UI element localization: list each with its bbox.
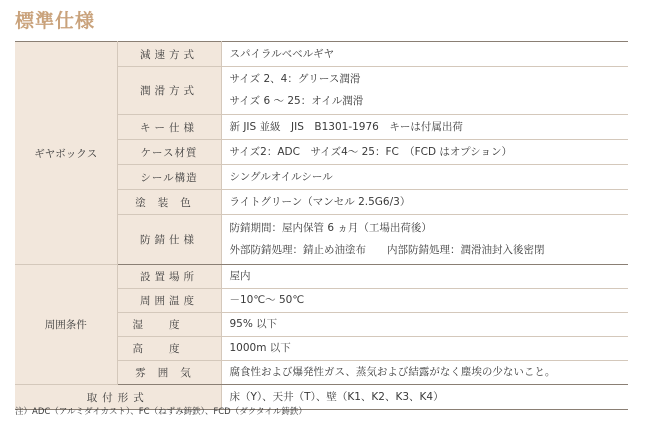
table-row (15, 42, 628, 67)
row-label: 雰囲気 (117, 361, 221, 385)
row-label: ケース材質 (117, 140, 221, 165)
row-label: 周囲温度 (117, 289, 221, 313)
row-value: 屋内 (221, 265, 628, 289)
row-label: 塗装色 (117, 190, 221, 215)
group-label-environment: 周囲条件 (15, 265, 117, 385)
row-value: スパイラルベベルギヤ (221, 42, 628, 67)
row-label: 高度 (117, 337, 221, 361)
row-label: 潤滑方式 (117, 67, 221, 115)
row-value: シングルオイルシール (221, 165, 628, 190)
row-label: 設置場所 (117, 265, 221, 289)
row-label: 湿度 (117, 313, 221, 337)
row-value: 防錆期間：屋内保管 6 ヵ月（工場出荷後） 外部防錆処理：錆止め油塗布 内部防錆処理：潤滑油封入後密閉 (221, 215, 628, 265)
row-label: 防錆仕様 (117, 215, 221, 265)
row-label: シール構造 (117, 165, 221, 190)
row-value: 95% 以下 (221, 313, 628, 337)
row-value: 1000m 以下 (221, 337, 628, 361)
mounting-label: 取付形式 (15, 385, 221, 410)
row-value: 腐食性および爆発性ガス、蒸気および結露がなく塵埃の少ないこと。 (221, 361, 628, 385)
mounting-value: 床（Y）、天井（T）、壁（K1、K2、K3、K4） (221, 385, 628, 410)
row-value: サイズ 2、4：グリース潤滑 サイズ 6 ～ 25：オイル潤滑 (221, 67, 628, 115)
page-title: 標準仕様 (15, 10, 96, 32)
table-row (15, 265, 628, 289)
row-label: 減速方式 (117, 42, 221, 67)
footnote: 注）ADC（アルミダイカスト）、FC（ねずみ鋳鉄）、FCD（ダクタイル鋳鉄） (15, 407, 307, 417)
row-value: 新 JIS 並級 JIS B1301-1976 キーは付属出荷 (221, 115, 628, 140)
row-label: キー仕様 (117, 115, 221, 140)
row-value: ライトグリーン（マンセル 2.5G6/3） (221, 190, 628, 215)
group-label-gearbox: ギヤボックス (15, 42, 117, 265)
row-value: －10℃～ 50℃ (221, 289, 628, 313)
row-value: サイズ2：ADC サイズ4～ 25：FC （FCD はオプション） (221, 140, 628, 165)
spec-table (15, 41, 628, 410)
